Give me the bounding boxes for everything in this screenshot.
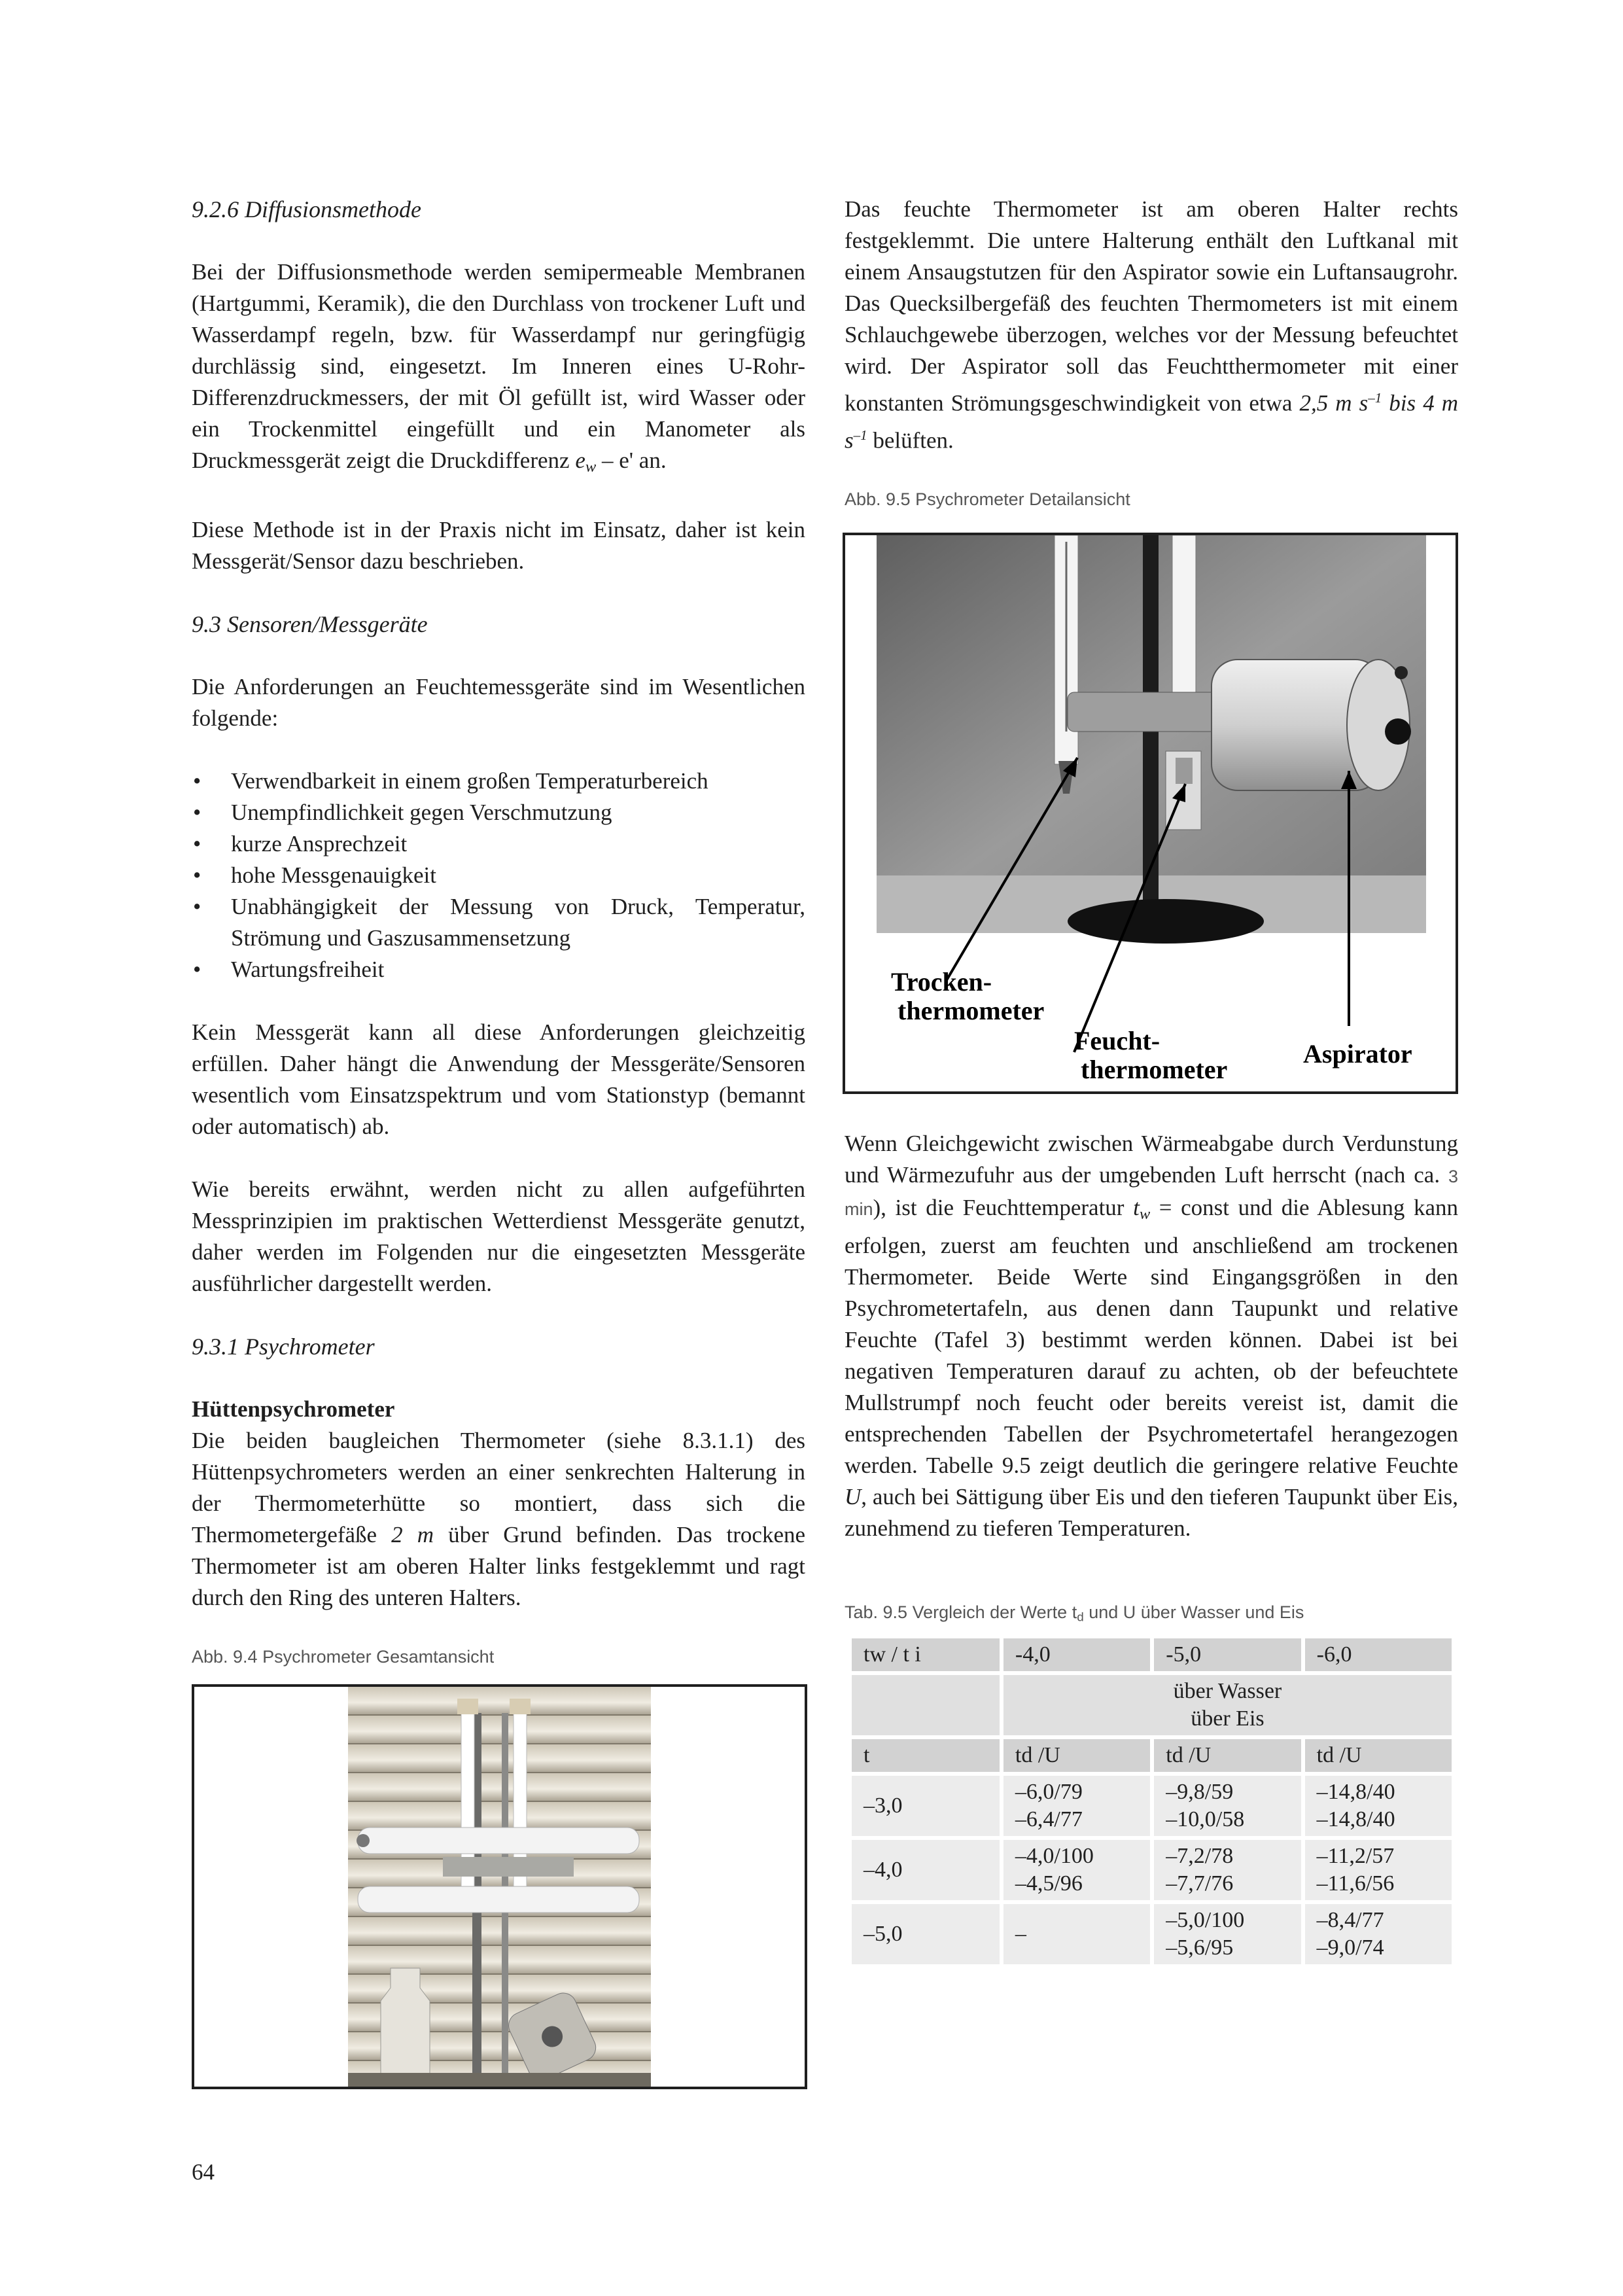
comparison-table <box>848 1634 1456 1968</box>
symbol-t: t <box>1133 1195 1140 1220</box>
table-caption-9-5 <box>845 1600 1304 1630</box>
time-value: 3 min <box>845 1167 1459 1219</box>
aspirator-text: Das feuchte Thermometer ist am oberen Halter rechts festgeklemmt. Die untere Halterung enthält den Luftkanal mit einem Ansaugstutzen für den Aspirator sowie ein Luftansaugrohr. Das Quecksilbergefäß des feuchten Thermometers ist mit einem Schlauchgewebe überzogen, welches vor der Messung befeuchtet wird. Der Aspirator soll das Feuchtthermometer mit einer konstanten Strömungsgeschwindigkeit von etwa <box>845 196 1458 416</box>
table-cell: – <box>1003 1904 1150 1964</box>
speed-exponent-2: –1 <box>853 427 867 443</box>
subheading-huettenpsychrometer: Hüttenpsychrometer <box>192 1396 395 1422</box>
psychrometer-paragraph <box>192 1425 805 1614</box>
requirements-intro: Die Anforderungen an Feuchtemessgeräte sind im Wesentlichen folgende: <box>192 674 805 732</box>
requirements-paragraph-2: Kein Messgerät kann all diese Anforderungen gleichzeitig erfüllen. Daher hängt die Anwendung der Messgeräte/Sensoren wesentlich vom Einsatzspektrum und vom Stationstyp (bemannt oder automatisch) ab. <box>192 1019 805 1140</box>
table-subheader-cell <box>1003 1675 1452 1735</box>
table-unit-cell: td /U <box>1154 1739 1300 1772</box>
left-column <box>192 194 805 1669</box>
psychrometer-text-b: über Grund befinden. Das trockene Thermometer ist am oberen Halter links festgeklemmt und ragt durch den Ring des unteren Halters. <box>192 1522 806 1611</box>
table-caption-sub: d <box>1077 1610 1084 1625</box>
subheader-water: über Wasser <box>1173 1679 1282 1703</box>
table-header-cell: -4,0 <box>1003 1638 1150 1671</box>
table-unit-cell: td /U <box>1305 1739 1452 1772</box>
figure-9-4-psychrometer-overview <box>192 1684 807 2089</box>
symbol-t-sub: w <box>1139 1205 1151 1224</box>
photo-content <box>348 1687 651 2087</box>
diffusion-text-end: – e' an. <box>596 448 667 473</box>
table-cell-t: –5,0 <box>852 1904 1000 1964</box>
table-cell: –8,4/77 –9,0/74 <box>1305 1904 1452 1964</box>
bis-word: bis <box>1389 390 1416 416</box>
table-cell: –6,0/79 –6,4/77 <box>1003 1776 1150 1836</box>
table-cell: –5,0/100 –5,6/95 <box>1154 1904 1300 1964</box>
symbol-U: U <box>845 1484 862 1510</box>
height-value: 2 m <box>391 1522 434 1548</box>
table-header-cell: tw / t i <box>852 1638 1000 1671</box>
list-item: • Verwendbarkeit in einem großen Temperaturbereich <box>231 766 805 797</box>
table-header-row <box>852 1638 1452 1671</box>
label-feucht-1: Feucht- <box>1074 1026 1161 1055</box>
equilibrium-text-c: = const und die Ablesung kann erfolgen, zuerst am feuchten und anschließend am trockenen Thermometer. Beide Werte sind Eingangsgrößen in den Psychrometertafeln, aus denen dann Taupunkt und relative Feuchte (Tafel 3) bestimmt werden können. Dabei ist bei negativen Temperaturen darauf zu achten, ob der befeuchtete Mullstrumpf noch feucht oder bereits vereist ist, damit die entsprechenden Tabellen der Psychrometertafel herangezogen werden. Tabelle 9.5 zeigt deutlich die geringere relative Feuchte <box>845 1195 1459 1479</box>
table-unit-cell: t <box>852 1739 1000 1772</box>
figure-caption-9-4: Abb. 9.4 Psychrometer Gesamtansicht <box>192 1647 495 1667</box>
symbol-e: e <box>575 448 585 473</box>
subheader-ice: über Eis <box>1191 1706 1265 1731</box>
table-cell-t: –4,0 <box>852 1840 1000 1900</box>
requirements-paragraph-3: Wie bereits erwähnt, werden nicht zu allen aufgeführten Messprinzipien im praktischen Wetterdienst Messgeräte genutzt, daher werden im Folgenden nur die eingesetzten Messgeräte ausführlicher dargestellt werden. <box>192 1176 805 1297</box>
psychrometer-detail-photo <box>845 535 1456 1091</box>
right-column-lower <box>845 1128 1458 1544</box>
speed-value-1: 2,5 m s <box>1299 390 1369 416</box>
table-cell: –11,2/57 –11,6/56 <box>1305 1840 1452 1900</box>
equilibrium-paragraph <box>845 1128 1458 1544</box>
table-caption-b: und U über Wasser und Eis <box>1083 1602 1304 1622</box>
label-feucht-2: thermometer <box>1081 1055 1228 1084</box>
list-item: • kurze Ansprechzeit <box>231 828 805 860</box>
table-cell: –14,8/40 –14,8/40 <box>1305 1776 1452 1836</box>
list-item: • Unempfindlichkeit gegen Verschmutzung <box>231 797 805 828</box>
table-row <box>852 1904 1452 1964</box>
diffusion-paragraph-2: Diese Methode ist in der Praxis nicht im Einsatz, daher ist kein Messgerät/Sensor dazu beschrieben. <box>192 517 805 574</box>
label-trocken-1: Trocken- <box>891 967 992 997</box>
list-item: • Wartungsfreiheit <box>231 954 805 985</box>
equilibrium-text-a: Wenn Gleichgewicht zwischen Wärmeabgabe durch Verdunstung und Wärmezufuhr aus der umgebenden Luft herrscht (nach ca. <box>845 1131 1458 1188</box>
table-subheader-empty <box>852 1675 1000 1735</box>
list-item: • hohe Messgenauigkeit <box>231 860 805 891</box>
figure-caption-9-5: Abb. 9.5 Psychrometer Detailansicht <box>845 489 1130 510</box>
table-header-cell: -6,0 <box>1305 1638 1452 1671</box>
section-heading-93: 9.3 Sensoren/Messgeräte <box>192 611 428 638</box>
section-heading-931: 9.3.1 Psychrometer <box>192 1333 375 1360</box>
right-column <box>845 194 1458 511</box>
section-heading-926: 9.2.6 Diffusionsmethode <box>192 196 421 222</box>
photo-content <box>877 535 1426 944</box>
table-header-cell: -5,0 <box>1154 1638 1300 1671</box>
table-subheader-row <box>852 1675 1452 1735</box>
table-cell-t: –3,0 <box>852 1776 1000 1836</box>
label-aspirator: Aspirator <box>1303 1039 1412 1069</box>
psychrometer-overview-photo <box>194 1687 805 2087</box>
speed-exponent-1: –1 <box>1368 390 1382 406</box>
page-number: 64 <box>192 2159 215 2185</box>
symbol-e-sub: w <box>585 458 597 476</box>
diffusion-text: Bei der Diffusionsmethode werden semipermeable Membranen (Hartgummi, Keramik), die den Durchlass von trockener Luft und Wasserdampf regeln, bzw. für Wasserdampf nur geringfügig durchlässig sind, eingesetzt. Im Inneren eines U-Rohr-Differenzdruckmessers, der mit Öl gefüllt ist, wird Wasser oder ein Trockenmittel eingefüllt und ein Manometer als Druckmessgerät zeigt die Druckdifferenz <box>192 259 805 473</box>
table-caption-a: Tab. 9.5 Vergleich der Werte t <box>845 1602 1077 1622</box>
aspirator-text-end: belüften. <box>873 427 954 453</box>
psychrometer-text-a: Die beiden baugleichen Thermometer (siehe 8.3.1.1) des Hüttenpsychrometers werden an einer senkrechten Halterung in der Thermometerhütte so montiert, dass sich die Thermometergefäße <box>192 1428 805 1548</box>
requirements-list <box>192 766 805 985</box>
speed-value-2: 4 m s <box>845 390 1459 453</box>
figure-9-5-psychrometer-detail <box>843 533 1458 1094</box>
equilibrium-text-b: ), ist die Feuchttemperatur <box>873 1195 1125 1220</box>
label-trocken-2: thermometer <box>898 996 1045 1025</box>
equilibrium-text-d: , auch bei Sättigung über Eis und den tieferen Taupunkt über Eis, zunehmend zu tieferen Temperaturen. <box>845 1484 1458 1542</box>
table-unit-cell: td /U <box>1003 1739 1150 1772</box>
table-unit-row <box>852 1739 1452 1772</box>
table-row <box>852 1840 1452 1900</box>
psychrometer-paragraph-right-1 <box>845 194 1458 456</box>
table-row <box>852 1776 1452 1836</box>
table-cell: –9,8/59 –10,0/58 <box>1154 1776 1300 1836</box>
diffusion-paragraph-1 <box>192 256 805 483</box>
list-item: • Unabhängigkeit der Messung von Druck, Temperatur, Strömung und Gaszusammensetzung <box>231 891 805 954</box>
table-cell: –7,2/78 –7,7/76 <box>1154 1840 1300 1900</box>
table-cell: –4,0/100 –4,5/96 <box>1003 1840 1150 1900</box>
